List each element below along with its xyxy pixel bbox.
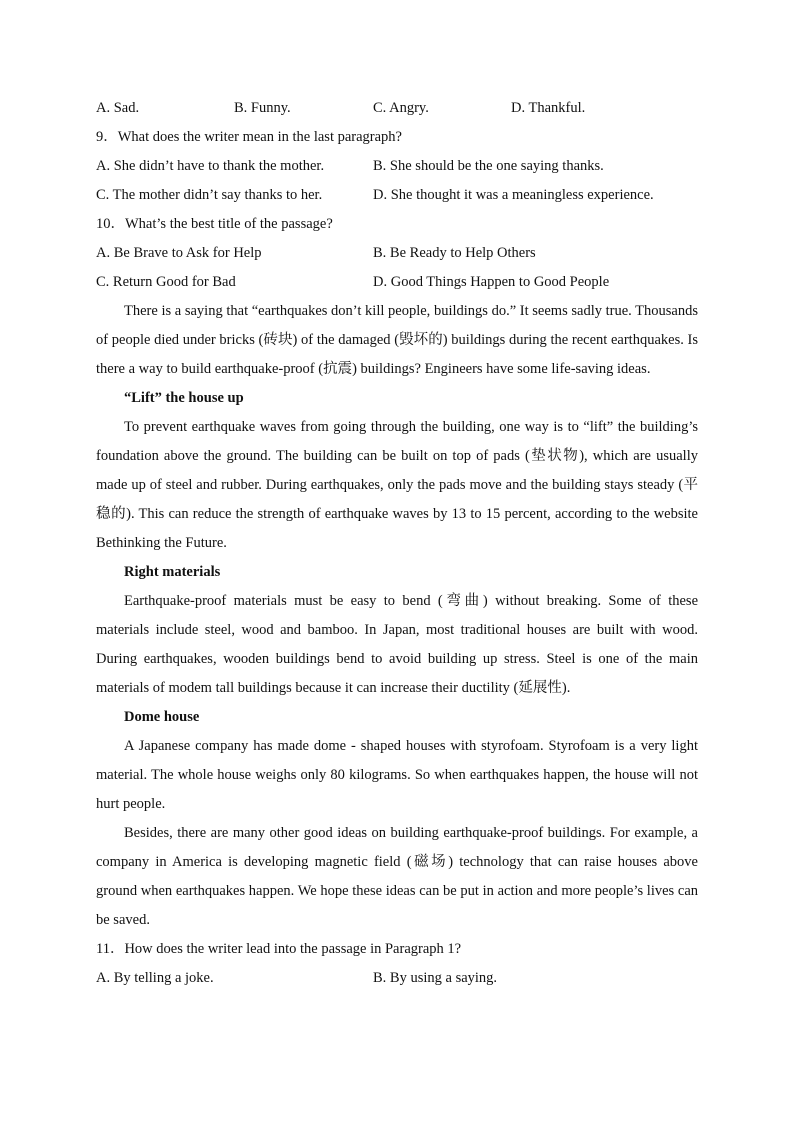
q10-option-b: B. Be Ready to Help Others [373, 245, 536, 261]
q9-stem: 9．What does the writer mean in the last paragraph? [96, 129, 402, 145]
q9-option-d: D. She thought it was a meaningless experience. [373, 187, 654, 203]
passage-paragraph-dome: A Japanese company has made dome - shaped houses with styrofoam. Styrofoam is a very light material. The whole house weighs only 80 kilograms. So when earthquakes happen, the house will not hurt people. [96, 738, 698, 812]
q10-options-row-1 [96, 239, 698, 268]
q11-stem: 11．How does the writer lead into the passage in Paragraph 1? [96, 941, 462, 957]
q11-option-b: B. By using a saying. [373, 970, 498, 986]
q9-options-row-1 [96, 152, 698, 181]
q10-stem: 10．What’s the best title of the passage? [96, 216, 333, 232]
q8-option-b: B. Funny. [234, 100, 291, 116]
q10-option-d: D. Good Things Happen to Good People [373, 274, 610, 290]
section-heading-materials: Right materials [124, 564, 221, 580]
q8-option-c: C. Angry. [373, 100, 429, 116]
q8-options [96, 94, 698, 123]
q9-options-row-2 [96, 181, 698, 210]
section-heading-lift: “Lift” the house up [124, 390, 244, 406]
q9-option-a: A. She didn’t have to thank the mother. [96, 158, 325, 174]
passage-intro: There is a saying that “earthquakes don’t kill people, buildings do.” It seems sadly true. Thousands of people died under bricks (砖块) of the damaged (毁坏的) buildings during the recent earthquakes. Is there a way to build earthquake-proof (抗震) buildings? Engineers have some life-saving ideas. [96, 303, 698, 377]
q11-options-row-1 [96, 964, 698, 993]
q8-option-a: A. Sad. [96, 100, 140, 116]
section-heading-dome: Dome house [124, 709, 200, 725]
passage-paragraph-materials: Earthquake-proof materials must be easy to bend (弯曲) without breaking. Some of these materials include steel, wood and bamboo. In Japan, most traditional houses are built with wood. During earthquakes, wooden buildings bend to avoid building up stress. Steel is one of the main materials of modem tall buildings because it can increase their ductility (延展性). [96, 593, 698, 696]
q10-option-a: A. Be Brave to Ask for Help [96, 245, 262, 261]
passage-paragraph-besides: Besides, there are many other good ideas on building earthquake-proof buildings. For example, a company in America is developing magnetic field (磁场) technology that can raise houses above ground when earthquakes happen. We hope these ideas can be put in action and more people’s lives can be saved. [96, 825, 698, 928]
q11-option-a: A. By telling a joke. [96, 970, 214, 986]
q8-option-d: D. Thankful. [511, 100, 586, 116]
q10-option-c: C. Return Good for Bad [96, 274, 236, 290]
q9-option-c: C. The mother didn’t say thanks to her. [96, 187, 323, 203]
q9-option-b: B. She should be the one saying thanks. [373, 158, 604, 174]
q10-options-row-2 [96, 268, 698, 297]
passage-paragraph-lift: To prevent earthquake waves from going through the building, one way is to “lift” the building’s foundation above the ground. The building can be built on top of pads (垫状物), which are usually made up of steel and rubber. During earthquakes, only the pads move and the building stays steady (平稳的). This can reduce the strength of earthquake waves by 13 to 15 percent, according to the website Bethinking the Future. [96, 419, 698, 551]
